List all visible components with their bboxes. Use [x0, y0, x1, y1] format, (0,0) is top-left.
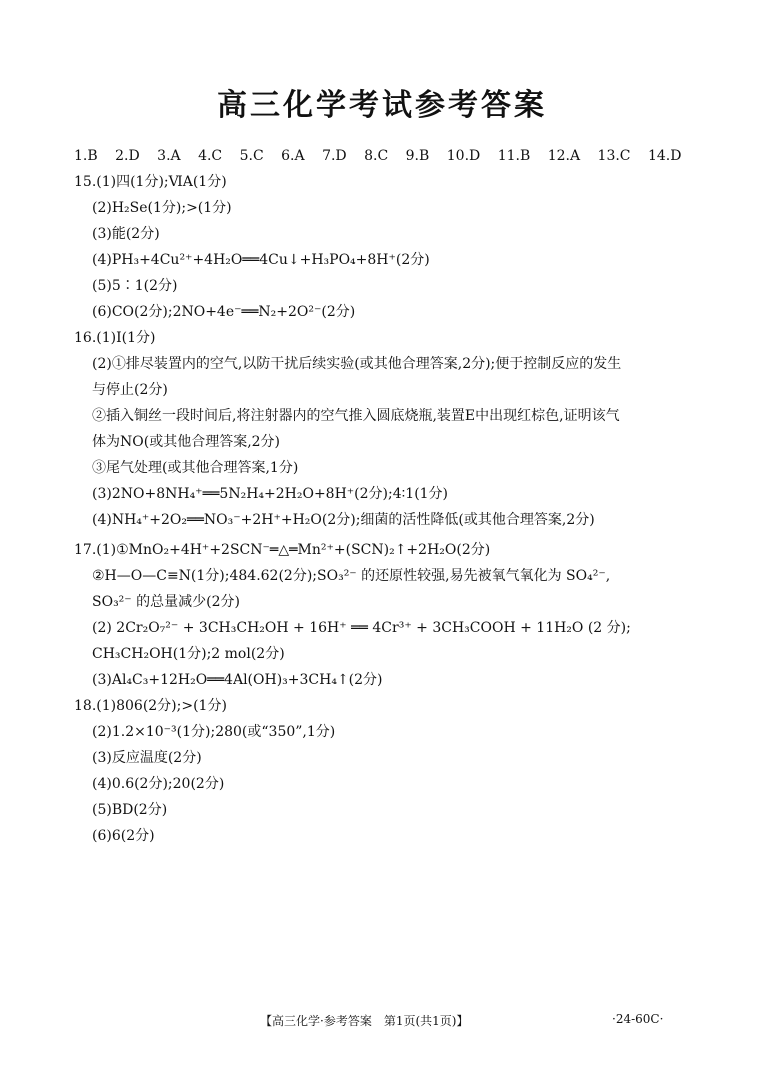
q17-part1-line3: SO₃²⁻ 的总量减少(2分) — [92, 594, 240, 610]
q16-part4: (4)NH₄⁺+2O₂══NO₃⁻+2H⁺+H₂O(2分);细菌的活性降低(或其他合理答案,2分) — [92, 512, 595, 528]
choice-answer: 14.D — [647, 148, 682, 164]
page-footer: 【高三化学·参考答案 第1页(共1页)】 — [260, 1014, 469, 1028]
page-title: 高三化学考试参考答案 — [217, 88, 547, 123]
choice-answer: 6.A — [281, 148, 305, 164]
q17-part1-line2: ②H—O—C≡N(1分);484.62(2分);SO₃²⁻ 的还原性较强,易先被氧气氧化为 SO₄²⁻, — [92, 568, 611, 584]
q17-part2-line2: CH₃CH₂OH(1分);2 mol(2分) — [92, 646, 285, 662]
choice-answer: 5.C — [239, 148, 264, 164]
q16-part2-line3: ②插入铜丝一段时间后,将注射器内的空气推入圆底烧瓶,装置E中出现红棕色,证明该气 — [92, 408, 620, 424]
choice-answer: 12.A — [547, 148, 581, 164]
choice-answer: 7.D — [322, 148, 347, 164]
q18-part2: (2)1.2×10⁻³(1分);280(或“350”,1分) — [92, 724, 336, 740]
choice-answer: 9.B — [405, 148, 430, 164]
choice-answer: 10.D — [446, 148, 481, 164]
choice-answer: 4.C — [198, 148, 223, 164]
multiple-choice-answers — [74, 148, 714, 164]
choice-answer: 11.B — [497, 148, 531, 164]
q16-part2-line5: ③尾气处理(或其他合理答案,1分) — [92, 460, 299, 476]
q18-part4: (4)0.6(2分);20(2分) — [92, 776, 225, 792]
choice-answer: 1.B — [74, 148, 98, 164]
q16-part2-line4: 体为NO(或其他合理答案,2分) — [92, 434, 281, 450]
document-code: ·24-60C· — [612, 1012, 664, 1026]
q15-part1: 15.(1)四(1分);ⅥA(1分) — [74, 174, 227, 190]
q18-part6: (6)6(2分) — [92, 828, 155, 844]
q15-part5: (5)5∶1(2分) — [92, 278, 178, 294]
q18-part1: 18.(1)806(2分);>(1分) — [74, 698, 227, 714]
choice-answer: 3.A — [157, 148, 181, 164]
q18-part3: (3)反应温度(2分) — [92, 750, 202, 766]
q16-part2-line2: 与停止(2分) — [92, 382, 168, 398]
q16-part3: (3)2NO+8NH₄⁺══5N₂H₄+2H₂O+8H⁺(2分);4∶1(1分) — [92, 486, 449, 502]
q16-part2-line1: (2)①排尽装置内的空气,以防干扰后续实验(或其他合理答案,2分);便于控制反应的发生 — [92, 356, 622, 372]
q17-part1: 17.(1)①MnO₂+4H⁺+2SCN⁻═△═Mn²⁺+(SCN)₂↑+2H₂O(2分) — [74, 542, 491, 558]
q18-part5: (5)BD(2分) — [92, 802, 168, 818]
q15-part6: (6)CO(2分);2NO+4e⁻══N₂+2O²⁻(2分) — [92, 304, 356, 320]
q17-part2-line1: (2) 2Cr₂O₇²⁻ + 3CH₃CH₂OH + 16H⁺ ══ 4Cr³⁺ + 3CH₃COOH + 11H₂O (2 分); — [92, 620, 631, 636]
choice-answer: 13.C — [597, 148, 631, 164]
q15-part2: (2)H₂Se(1分);>(1分) — [92, 200, 232, 216]
q16-part1: 16.(1)Ⅰ(1分) — [74, 330, 156, 346]
choice-answer: 8.C — [364, 148, 389, 164]
choice-answer: 2.D — [115, 148, 140, 164]
q15-part4: (4)PH₃+4Cu²⁺+4H₂O══4Cu↓+H₃PO₄+8H⁺(2分) — [92, 252, 430, 268]
q17-part3: (3)Al₄C₃+12H₂O══4Al(OH)₃+3CH₄↑(2分) — [92, 672, 383, 688]
q15-part3: (3)能(2分) — [92, 226, 160, 242]
